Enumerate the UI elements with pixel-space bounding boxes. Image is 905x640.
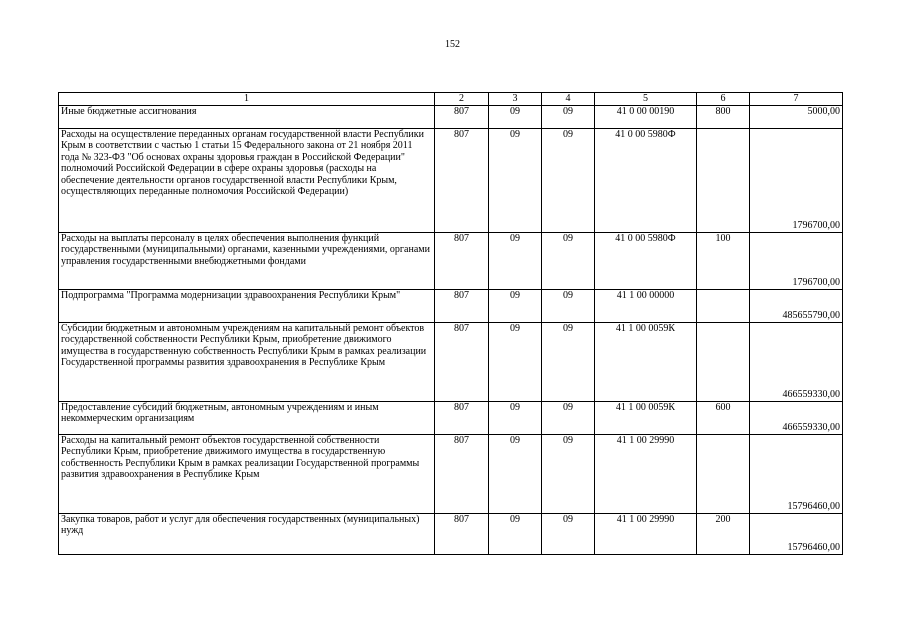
amount: 1796700,00 <box>750 128 843 232</box>
row-description: Расходы на осуществление переданных органам государственной власти Республики Крым в соответствии с частью 1 статьи 15 Федерального закона от 21 ноября 2011 года № 323-ФЗ "Об основах охраны здоровья граждан в Российской Федерации" полномочий Российской Федерации в сфере охраны здоровья (расходы на обеспечение деятельности органов государственной власти Республики Крым, осуществляющих переданные полномочия Российской Федерации) <box>59 128 435 232</box>
expense-type-code <box>697 322 750 401</box>
column-header: 7 <box>750 93 843 106</box>
expense-type-code: 100 <box>697 232 750 289</box>
section-code: 09 <box>489 128 542 232</box>
amount: 5000,00 <box>750 105 843 128</box>
amount: 466559330,00 <box>750 401 843 434</box>
ministry-code: 807 <box>435 322 489 401</box>
section-code: 09 <box>489 289 542 322</box>
target-article-code: 41 1 00 29990 <box>595 513 697 554</box>
target-article-code: 41 1 00 29990 <box>595 434 697 513</box>
row-description: Субсидии бюджетным и автономным учреждениям на капитальный ремонт объектов государственной собственности Республики Крым, приобретение движимого имущества в государственную собственность Республики Крым в рамках реализации Государственной программы развития здравоохранения в Республике Крым <box>59 322 435 401</box>
ministry-code: 807 <box>435 128 489 232</box>
amount: 466559330,00 <box>750 322 843 401</box>
page-number: 152 <box>445 39 460 50</box>
amount: 1796700,00 <box>750 232 843 289</box>
target-article-code: 41 0 00 5980Ф <box>595 128 697 232</box>
table-row <box>59 434 843 513</box>
table-row <box>59 401 843 434</box>
subsection-code: 09 <box>542 232 595 289</box>
subsection-code: 09 <box>542 105 595 128</box>
ministry-code: 807 <box>435 232 489 289</box>
ministry-code: 807 <box>435 434 489 513</box>
column-header: 4 <box>542 93 595 106</box>
subsection-code: 09 <box>542 322 595 401</box>
section-code: 09 <box>489 434 542 513</box>
subsection-code: 09 <box>542 128 595 232</box>
subsection-code: 09 <box>542 289 595 322</box>
target-article-code: 41 1 00 0059К <box>595 322 697 401</box>
amount: 15796460,00 <box>750 513 843 554</box>
ministry-code: 807 <box>435 513 489 554</box>
table-row <box>59 128 843 232</box>
row-description: Закупка товаров, работ и услуг для обеспечения государственных (муниципальных) нужд <box>59 513 435 554</box>
column-header: 5 <box>595 93 697 106</box>
column-header: 3 <box>489 93 542 106</box>
table-row <box>59 513 843 554</box>
target-article-code: 41 0 00 5980Ф <box>595 232 697 289</box>
section-code: 09 <box>489 401 542 434</box>
budget-table <box>58 92 843 555</box>
section-code: 09 <box>489 322 542 401</box>
expense-type-code <box>697 289 750 322</box>
expense-type-code: 600 <box>697 401 750 434</box>
subsection-code: 09 <box>542 513 595 554</box>
section-code: 09 <box>489 513 542 554</box>
expense-type-code: 800 <box>697 105 750 128</box>
row-description: Иные бюджетные ассигнования <box>59 105 435 128</box>
target-article-code: 41 1 00 0059К <box>595 401 697 434</box>
table-row <box>59 289 843 322</box>
column-header: 2 <box>435 93 489 106</box>
row-description: Расходы на выплаты персоналу в целях обеспечения выполнения функций государственными (муниципальными) органами, казенными учреждениями, органами управления государственными внебюджетными фондами <box>59 232 435 289</box>
row-description: Расходы на капитальный ремонт объектов государственной собственности Республики Крым, приобретение движимого имущества в государственную собственность Республики Крым в рамках реализации Государственной программы развития здравоохранения в Республике Крым <box>59 434 435 513</box>
expense-type-code <box>697 434 750 513</box>
section-code: 09 <box>489 105 542 128</box>
table-header-row <box>59 93 843 106</box>
column-header: 1 <box>59 93 435 106</box>
target-article-code: 41 0 00 00190 <box>595 105 697 128</box>
subsection-code: 09 <box>542 401 595 434</box>
column-header: 6 <box>697 93 750 106</box>
table-row <box>59 322 843 401</box>
ministry-code: 807 <box>435 105 489 128</box>
ministry-code: 807 <box>435 289 489 322</box>
row-description: Предоставление субсидий бюджетным, автономным учреждениям и иным некоммерческим организациям <box>59 401 435 434</box>
row-description: Подпрограмма "Программа модернизации здравоохранения Республики Крым" <box>59 289 435 322</box>
section-code: 09 <box>489 232 542 289</box>
amount: 15796460,00 <box>750 434 843 513</box>
target-article-code: 41 1 00 00000 <box>595 289 697 322</box>
expense-type-code <box>697 128 750 232</box>
table-row <box>59 105 843 128</box>
ministry-code: 807 <box>435 401 489 434</box>
expense-type-code: 200 <box>697 513 750 554</box>
table-row <box>59 232 843 289</box>
subsection-code: 09 <box>542 434 595 513</box>
amount: 485655790,00 <box>750 289 843 322</box>
